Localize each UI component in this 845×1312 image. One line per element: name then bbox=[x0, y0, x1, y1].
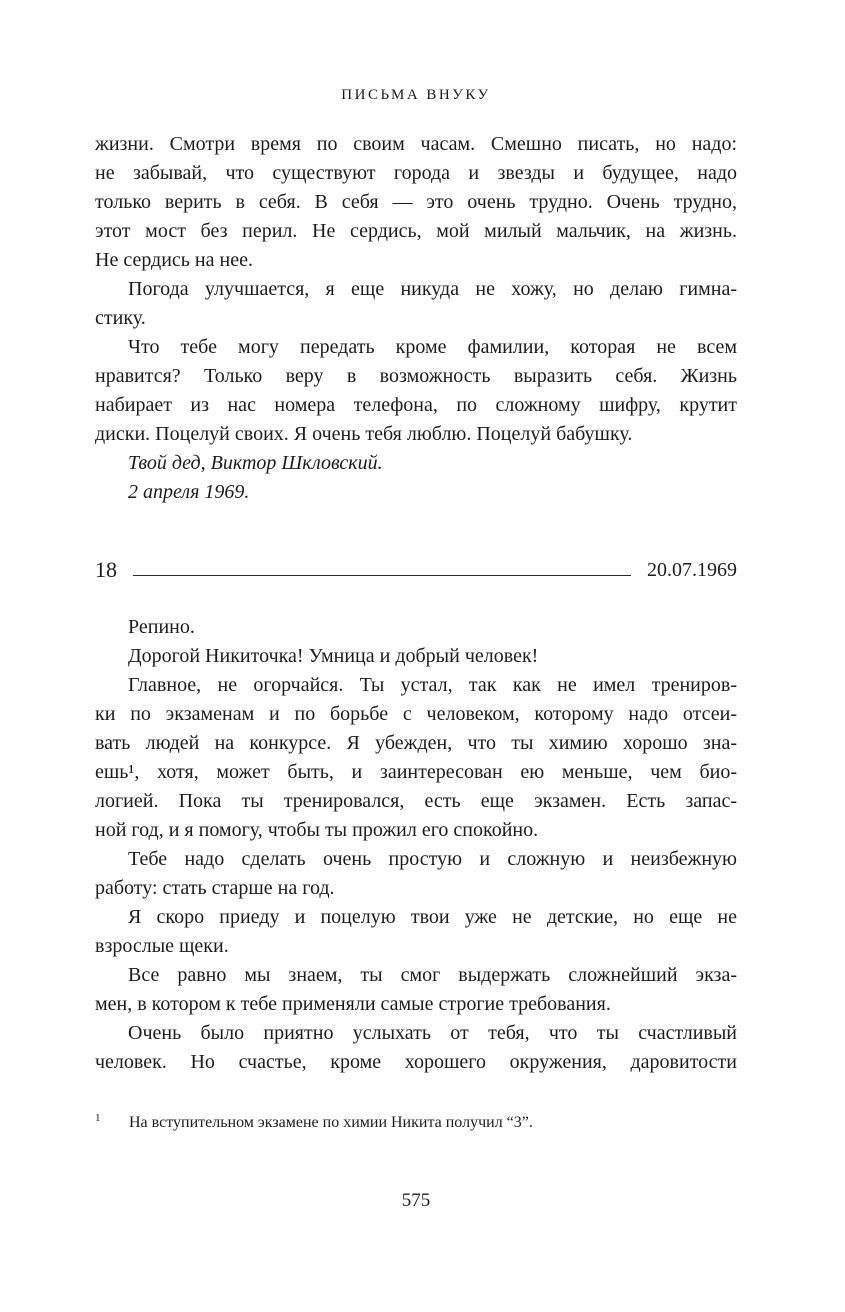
text-line: мен, в котором к тебе применяли самые строгие требования. bbox=[95, 993, 611, 1015]
letter-18-text bbox=[95, 613, 737, 1077]
text-line: Тебе надо сделать очень простую и сложную и неизбежную bbox=[128, 848, 737, 870]
footnote-marker: 1 bbox=[95, 1112, 101, 1124]
text-line: стику. bbox=[95, 307, 146, 329]
footnote bbox=[95, 1107, 737, 1134]
running-head: ПИСЬМА ВНУКУ bbox=[341, 87, 491, 103]
text-line: диски. Поцелуй своих. Я очень тебя люблю. Поцелуй бабушку. bbox=[95, 423, 633, 445]
text-line: ешь¹, хотя, может быть, и заинтересован ею меньше, чем био- bbox=[95, 761, 737, 783]
text-line: Я скоро приеду и поцелую твои уже не детские, но еще не bbox=[128, 906, 737, 928]
text-line: вать людей на конкурсе. Я убежден, что ты химию хорошо зна- bbox=[95, 732, 737, 754]
text-line: набирает из нас номера телефона, по сложному шифру, крутит bbox=[95, 394, 737, 416]
text-line: ки по экзаменам и по борьбе с человеком, которому надо отсеи- bbox=[95, 703, 737, 725]
letter-heading bbox=[95, 555, 737, 585]
text-line: логией. Пока ты тренировался, есть еще экзамен. Есть запас- bbox=[95, 790, 737, 812]
text-line: не забывай, что существуют города и звезды и будущее, надо bbox=[95, 162, 737, 184]
text-line: Погода улучшается, я еще никуда не хожу, но делаю гимна- bbox=[128, 278, 737, 300]
text-line: Главное, не огорчайся. Ты устал, так как не имел трениров- bbox=[128, 674, 737, 696]
page-content bbox=[95, 86, 737, 1134]
letter-17-text bbox=[95, 130, 737, 507]
heading-rule bbox=[133, 575, 631, 576]
text-line: Репино. bbox=[128, 616, 195, 638]
text-line: Не сердись на нее. bbox=[95, 249, 253, 271]
text-line: жизни. Смотри время по своим часам. Смешно писать, но надо: bbox=[95, 133, 737, 155]
text-line: Что тебе могу передать кроме фамилии, которая не всем bbox=[128, 336, 737, 358]
text-line: нравится? Только веру в возможность выразить себя. Жизнь bbox=[95, 365, 737, 387]
text-line: Дорогой Никиточка! Умница и добрый человек! bbox=[128, 645, 539, 667]
text-line: ной год, и я помогу, чтобы ты прожил его спокойно. bbox=[95, 819, 539, 841]
text-line: этот мост без перил. Не сердись, мой милый мальчик, на жизнь. bbox=[95, 220, 737, 242]
footnote-text: На вступительном экзамене по химии Никита получил “3”. bbox=[129, 1114, 533, 1131]
page-number: 575 bbox=[401, 1190, 431, 1211]
text-line: работу: стать старше на год. bbox=[95, 877, 335, 899]
text-line: человек. Но счастье, кроме хорошего окружения, даровитости bbox=[95, 1051, 737, 1073]
text-line: взрослые щеки. bbox=[95, 935, 229, 957]
text-line: Все равно мы знаем, ты смог выдержать сложнейший экза- bbox=[128, 964, 737, 986]
text-line: только верить в себя. В себя — это очень трудно. Очень трудно, bbox=[95, 191, 737, 213]
text-line: Твой дед, Виктор Шкловский. bbox=[128, 452, 383, 474]
letter-number: 18 bbox=[95, 557, 117, 582]
text-line: Очень было приятно услыхать от тебя, что ты счастливый bbox=[128, 1022, 737, 1044]
text-line: 2 апреля 1969. bbox=[128, 481, 250, 503]
letter-date: 20.07.1969 bbox=[647, 558, 737, 581]
